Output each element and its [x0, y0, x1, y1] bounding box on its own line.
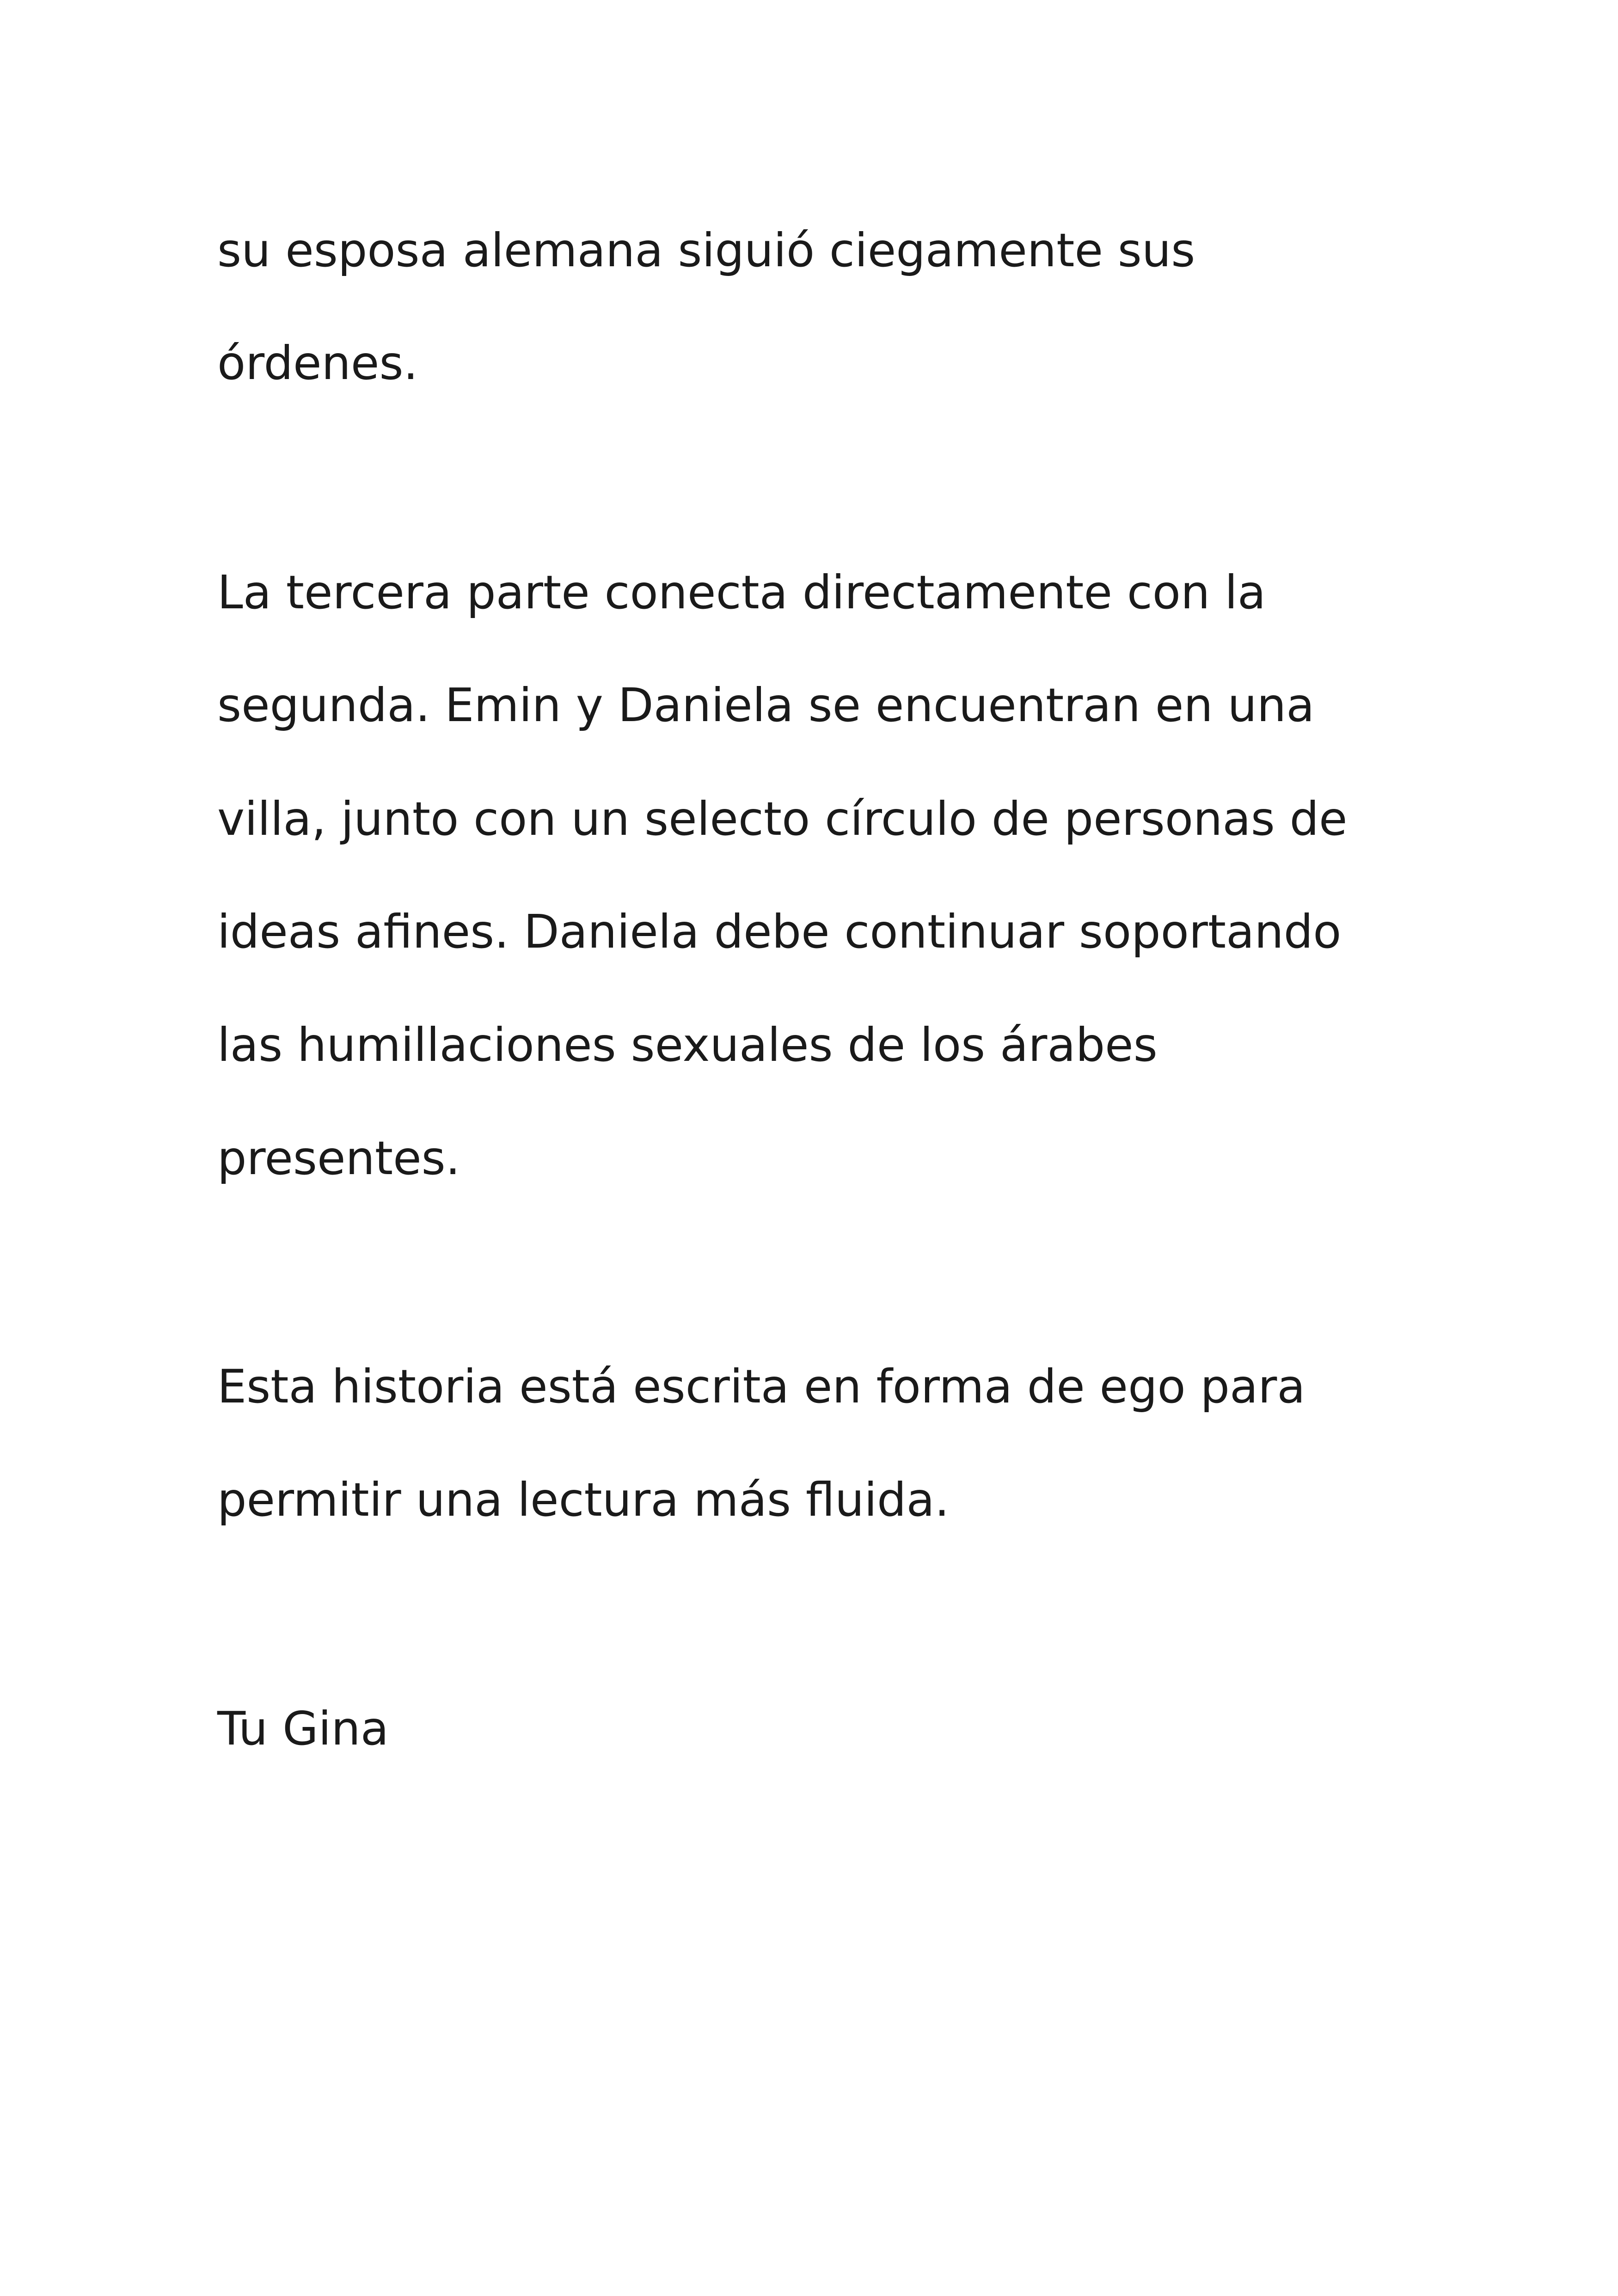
signature-line: Tu Gina: [217, 1702, 389, 1756]
paragraph-3-line-1: Esta historia está escrita en forma de ego para: [217, 1359, 1305, 1414]
paragraph-3-line-2: permitir una lectura más fluida.: [217, 1473, 950, 1527]
paragraph-2-line-4: ideas afines. Daniela debe continuar soportando: [217, 905, 1342, 959]
paragraph-2-line-3: villa, junto con un selecto círculo de personas de: [217, 792, 1348, 846]
paragraph-2-line-5: las humillaciones sexuales de los árabes: [217, 1018, 1158, 1072]
paragraph-2-line-6: presentes.: [217, 1131, 460, 1185]
paragraph-2-line-1: La tercera parte conecta directamente con la: [217, 565, 1266, 619]
paragraph-1-line-2: órdenes.: [217, 336, 418, 390]
paragraph-1-line-1: su esposa alemana siguió ciegamente sus: [217, 223, 1195, 277]
paragraph-2-line-2: segunda. Emin y Daniela se encuentran en una: [217, 678, 1315, 732]
